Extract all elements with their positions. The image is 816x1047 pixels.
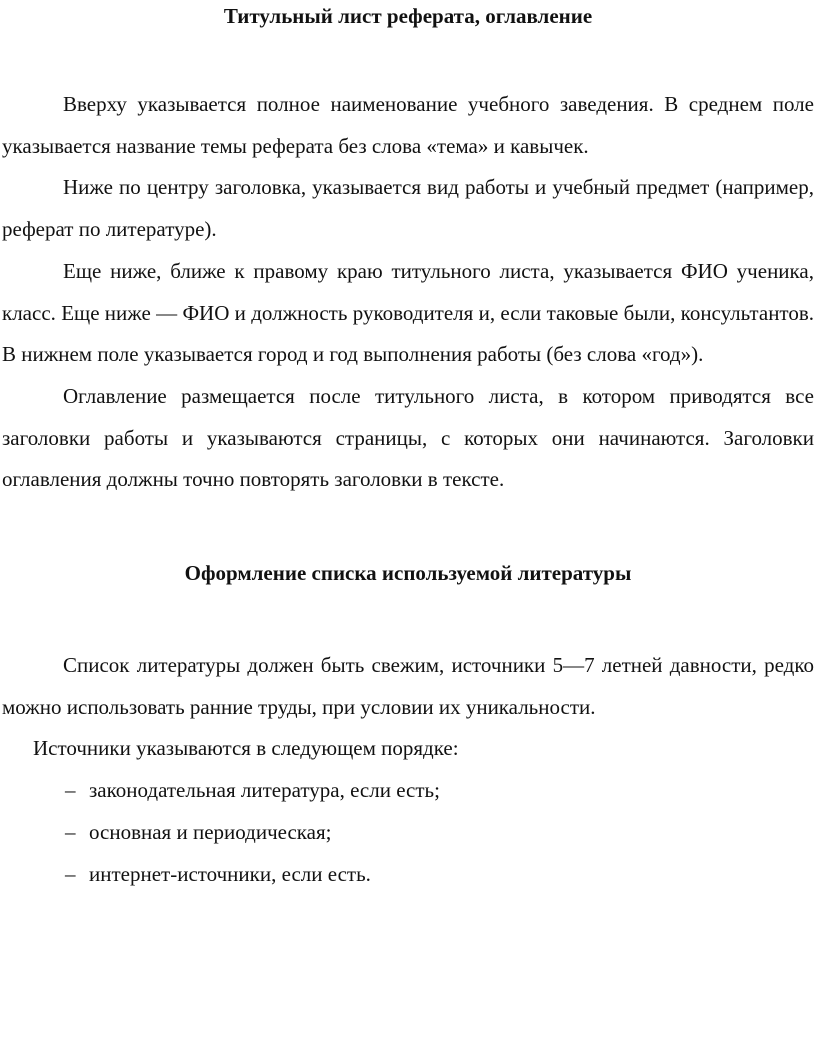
paragraph: Еще ниже, ближе к правому краю титульного листа, указывается ФИО ученика, класс. Еще ниже — ФИО и должность руководителя и, если таковые были, консультантов. В нижнем поле указывается город и год выполнения работы (без слова «год»). <box>2 258 814 367</box>
dash-bullet-icon: – <box>65 861 76 886</box>
paragraph: Список литературы должен быть свежим, источники 5—7 летней давности, редко можно использовать ранние труды, при условии их уникальности. <box>2 653 814 719</box>
list-intro: Источники указываются в следующем порядке: <box>33 736 459 761</box>
dash-bullet-icon: – <box>65 778 76 803</box>
paragraph: Вверху указывается полное наименование учебного заведения. В среднем поле указывается название темы реферата без слова «тема» и кавычек. <box>2 92 814 158</box>
sources-list <box>2 770 814 895</box>
page-title: Титульный лист реферата, оглавление <box>223 4 593 28</box>
dash-bullet-icon: – <box>65 819 76 844</box>
list-item <box>2 770 814 812</box>
list-item-text: законодательная литература, если есть; <box>89 778 440 803</box>
paragraph: Оглавление размещается после титульного листа, в котором приводятся все заголовки работы и указываются страницы, с которых они начинаются. Заголовки оглавления должны точно повторять заголовки в тексте. <box>2 383 814 492</box>
section-title: Оформление списка используемой литературы <box>184 561 632 586</box>
paragraph: Ниже по центру заголовка, указывается вид работы и учебный предмет (например, реферат по литературе). <box>2 175 814 242</box>
list-item <box>2 812 814 854</box>
title-page-section <box>2 84 814 501</box>
list-item-text: интернет-источники, если есть. <box>89 861 371 886</box>
literature-section <box>2 645 814 895</box>
list-item-text: основная и периодическая; <box>89 819 332 844</box>
list-item <box>2 854 814 896</box>
